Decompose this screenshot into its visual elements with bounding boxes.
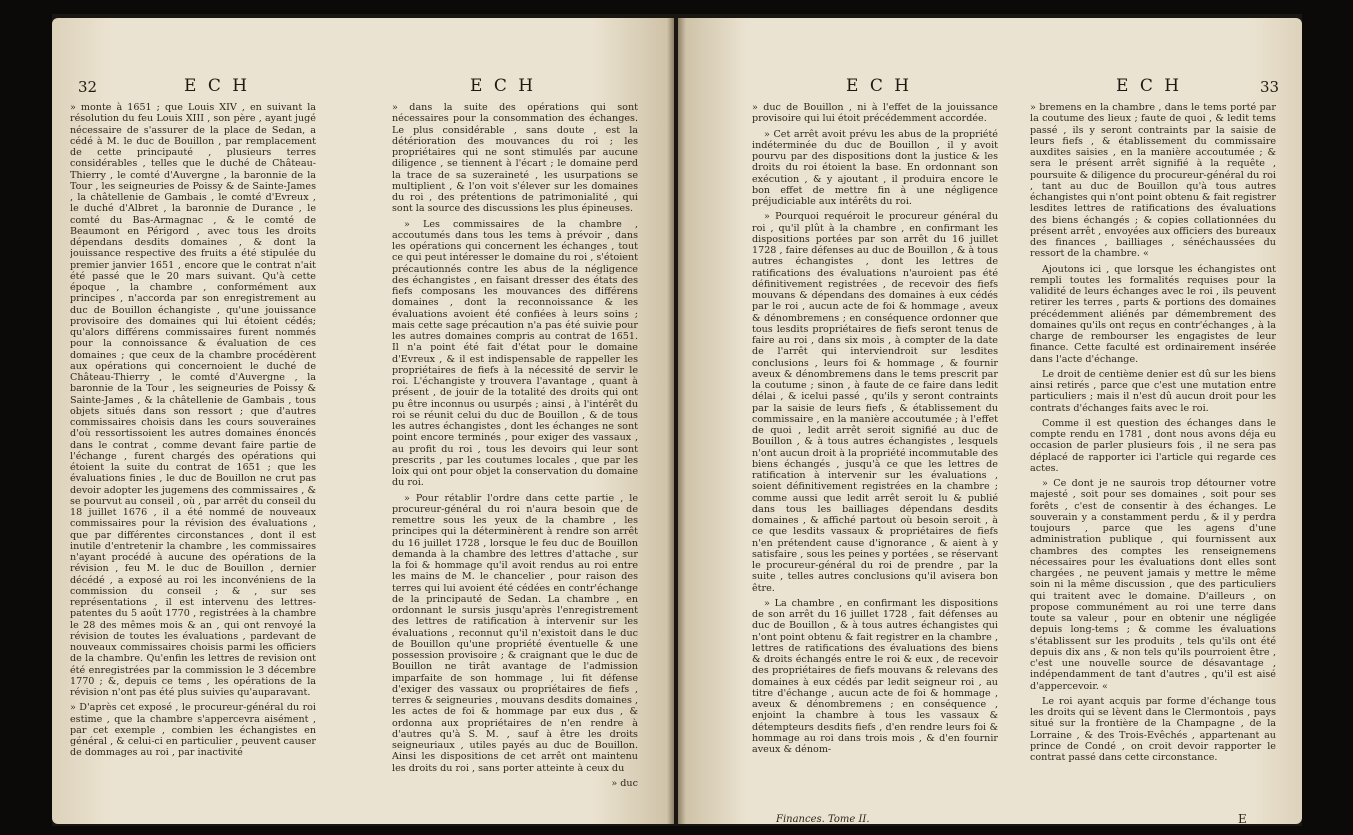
paragraph: » La chambre , en confirmant les dispositions de son arrêt du 16 juillet 1728 , fait défenses au duc de Bouillon , & à tous autres échangistes qui n'ont point obtenu & fait registrer en la chambre , lettres de ratifications des évaluations des biens & droits échangés entre le roi & eux , de recevoir des propriétaires de fiefs mouvans & relevans des domaines à eux cédés par ledit seigneur roi , au titre d'échange , aucun acte de foi & hommage , aveux & dénombremens ; en conséquence , enjoint la chambre à tous les vassaux & détempteurs desdits fiefs , d'en rendre leurs foi & hommage au roi dans trois mois , & d'en fournir aveux & dénom- — [752, 597, 998, 755]
paragraph: » Cet arrêt avoit prévu les abus de la propriété indéterminée du duc de Bouillon , il y avoit pourvu par des dispositions dont la justice & les droits du roi étoient la base. En ordonnant son exécution , & y ajoutant , il produira encore le bon effet de mettre fin à une négligence préjudiciable aux intérêts du roi. — [752, 128, 998, 207]
signature-mark: E — [1238, 812, 1247, 824]
footer-text: Finances. Tome II. — [776, 814, 870, 824]
paragraph: » D'après cet exposé , le procureur-général du roi estime , que la chambre s'appercevra aisément , par cet exemple , combien les échangistes en général , & celui-ci en particulier , peuvent causer de dommages au roi , par inactivité — [70, 702, 316, 759]
paragraph: Le droit de centième denier est dû sur les biens ainsi retirés , parce que c'est une mutation entre particuliers ; mais il n'est dû aucun droit pour les contrats d'échanges faits avec le roi. — [1030, 368, 1276, 414]
paragraph: Ajoutons ici , que lorsque les échangistes ont rempli toutes les formalités requises pour la validité de leurs échanges avec le roi , ils peuvent retirer les terres , parts & portions des domaines précédemment aliénés par démembrement des domaines qu'ils ont reçus en contr'échanges , à la charge de rembourser les engagistes de leur finance. Cette faculté est ordinairement insérée dans l'acte d'échange. — [1030, 263, 1276, 365]
text-column-2 — [1030, 102, 1276, 814]
running-head: E C H — [846, 76, 913, 96]
paragraph: » Les commissaires de la chambre , accoutumés dans tous les tems à prévoir , dans les opérations qui concernent les échanges , tout ce qui peut intéresser le domaine du roi , s'étoient précautionnés contre les abus de la négligence des échangistes , en faisant dresser des états des fiefs composans les mouvances des différens domaines , dont la reconnoissance & les évaluations avoient été confiées à leurs soins ; mais cette sage précaution n'a pas été suivie pour les autres domaines compris au contrat de 1651. Il n'a point été fait d'état pour le domaine d'Evreux , & il est indispensable de rappeller les propriétaires de fiefs à la nécessité de servir le roi. L'échangiste y trouvera l'avantage , quant à présent , de jouir de la totalité des droits qui ont pu être inconnus ou usurpés ; ainsi , à l'intérêt du roi se réunit celui du duc de Bouillon , & de tous les autres échangistes , dont les échanges ne sont point encore terminés , pour exiger des vassaux , au profit du roi , tous les devoirs qui leur sont prescrits , par les coutumes locales , que par les loix qui ont pour objet la conservation du domaine du roi. — [392, 218, 638, 489]
text-column-2 — [392, 102, 638, 824]
text-column-1 — [752, 102, 998, 814]
paragraph: » bremens en la chambre , dans le tems porté par la coutume des lieux ; faute de quoi , & ledit tems passé , ils y seront contraints par la saisie de leurs fiefs , & établissement du commissaire auxdites saisies , en la manière accoutumée ; & sera le présent arrêt signifié à la requête , poursuite & diligence du procureur-général du roi , tant au duc de Bouillon qu'à tous autres échangistes qui n'ont point obtenu & fait registrer lesdites lettres de ratifications des évaluations des biens échangés ; & copies collationnées du présent arrêt , envoyées aux officiers des bureaux des finances , bailliages , sénéchaussées du ressort de la chambre. « — [1030, 102, 1276, 260]
paragraph: » Pourquoi requéroit le procureur général du roi , qu'il plût à la chambre , en confirmant les dispositions portées par son arrêt du 16 juillet 1728 , faire défenses au duc de Bouillon , & à tous autres échangistes , dont les lettres de ratifications des évaluations n'auroient pas été définitivement registrées , de recevoir des fiefs mouvans & dépendans des domaines à eux cédés par le roi , aucun acte de foi & hommage , aveux & dénombremens ; en conséquence ordonner que tous lesdits propriétaires de fiefs seront tenus de faire au roi , dans six mois , à compter de la date de l'arrêt qui interviendroit sur lesdites conclusions , leurs foi & hommage , & fournir aveux & dénombremens dans le tems prescrit par la coutume ; sinon , à faute de ce faire dans ledit délai , & icelui passé , qu'ils y seront contraints par la saisie de leurs fiefs , & établissement du commissaire , en la manière accoutumée ; à l'effet de quoi , ledit arrêt seroit signifié au duc de Bouillon , & à tous autres échangistes , lesquels n'ont aucun droit à la propriété incommutable des biens échangés , jusqu'à ce que les lettres de ratification à intervenir sur les évaluations , soient définitivement registrées en la chambre ; comme aussi que ledit arrêt seroit lu & publié dans tous les bailliages dépendans desdits domaines , & affiché partout où besoin seroit , à ce que lesdits vassaux & propriétaires de fiefs n'en prétendent cause d'ignorance , & aient à y satisfaire , sous les peines y portées , se réservant le procureur-général du roi de prendre , par la suite , telles autres conclusions qu'il avisera bon être. — [752, 211, 998, 594]
paragraph: Comme il est question des échanges dans le compte rendu en 1781 , dont nous avons déja eu occasion de parler plusieurs fois , il ne sera pas déplacé de rapporter ici l'article qui regarde ces actes. — [1030, 417, 1276, 474]
paragraph: Le roi ayant acquis par forme d'échange tous les droits qui se lèvent dans le Clermontois , pays situé sur la frontière de la Champagne , de la Lorraine , & des Trois-Evêchés , appartenant au prince de Condé , on croit devoir rapporter le contrat passé dans cette circonstance. — [1030, 695, 1276, 763]
paragraph: » duc de Bouillon , ni à l'effet de la jouissance provisoire qui lui étoit précédemment accordée. — [752, 102, 998, 125]
running-head: E C H — [1116, 76, 1183, 96]
text-column-1 — [70, 102, 316, 822]
paragraph: » dans la suite des opérations qui sont nécessaires pour la consommation des échanges. Le plus considérable , sans doute , est la détérioration des mouvances du roi ; les propriétaires qui ne sont stimulés par aucune diligence , se tiennent à l'écart ; le domaine perd la trace de sa suzeraineté , les usurpations se multiplient , & l'on voit s'élever sur les domaines du roi , des prétentions de patrimonialité , qui sont la source des discussions les plus épineuses. — [392, 102, 638, 215]
left-page — [52, 18, 674, 824]
catchword: » duc — [611, 777, 638, 789]
paragraph: » Pour rétablir l'ordre dans cette partie , le procureur-général du roi n'aura besoin que de remettre sous les yeux de la chambre , les principes qui la déterminèrent à rendre son arrêt du 16 juillet 1728 , lorsque le feu duc de Bouillon demanda à la chambre des lettres d'attache , sur la foi & hommage qu'il avoit rendus au roi entre les mains de M. le chancelier , pour raison des terres qui lui avoient été cédées en contr'échange de la principauté de Sedan. La chambre , en ordonnant le sursis jusqu'après l'enregistrement des lettres de ratification à intervenir sur les évaluations , reconnut qu'il n'existoit dans le duc de Bouillon qu'une propriété éventuelle & une possession provisoire ; & craignant que le duc de Bouillon ne tirât avantage de l'admission imparfaite de son hommage , lui fit défense d'exiger des vassaux ou propriétaires de fiefs , terres & seigneuries , mouvans desdits domaines , les actes de foi & hommage par eux dus , & ordonna aux propriétaires de n'en rendre à d'autres qu'à S. M. , sauf à être les droits seigneuriaux , utiles payés au duc de Bouillon. Ainsi les dispositions de cet arrêt ont maintenu les droits du roi , sans porter atteinte à ceux du — [392, 492, 638, 774]
paragraph: » Ce dont je ne saurois trop détourner votre majesté , soit pour ses domaines , soit pour ses forêts , c'est de consentir à des échanges. Le souverain y a constamment perdu , & il y perdra toujours , parce que les agens d'une administration publique , qui fournissent aux chambres des comptes les renseignemens nécessaires pour les évaluations dont elles sont chargées , ne peuvent jamais y mettre le même soin ni la même discussion , que des particuliers qui traitent avec le domaine. D'ailleurs , on propose communément au roi une terre dans toute sa valeur , pour en obtenir une négligée depuis long-tems ; & comme les évaluations s'établissent sur les produits , tels qu'ils ont été depuis dix ans , & non tels qu'ils pourroient être , c'est une nouvelle source de désavantage , indépendamment de tant d'autres , qu'il est aisé d'appercevoir. « — [1030, 478, 1276, 692]
running-head: E C H — [470, 76, 537, 96]
paragraph: » monte à 1651 ; que Louis XIV , en suivant la résolution du feu Louis XIII , son père , ayant jugé nécessaire de s'assurer de la place de Sedan, a cédé à M. le duc de Bouillon , par remplacement de cette principauté , plusieurs terres considérables , telles que le duché de Château-Thierry , le comté d'Auvergne , la baronnie de la Tour , les seigneuries de Poissy & de Sainte-James , la châtellenie de Gambais , le comté d'Evreux , le duché d'Albret , la baronnie de Durance , le comté du Bas-Armagnac , & le comté de Beaumont en Périgord , avec tous les droits dépendans desdits domaines , & dont la jouissance respective des fruits a été stipulée du premier janvier 1651 , encore que le contrat n'ait été passé que le 20 mars suivant. Qu'à cette époque , la chambre , conformément aux principes , n'accorda par son enregistrement au duc de Bouillon échangiste , qu'une jouissance provisoire des domaines qui lui étoient cédés; qu'alors différens commissaires furent nommés pour la connoissance & évaluation de ces domaines ; que ceux de la chambre procédèrent aux opérations qui concernoient le duché de Château-Thierry , le comté d'Auvergne , la baronnie de la Tour , les seigneuries de Poissy & Sainte-James , & la châtellenie de Gambais , tous objets situés dans son ressort ; que d'autres commissaires choisis dans les cours souveraines d'où ressortissoient les autres domaines énoncés dans le contrat , comme devant faire partie de l'échange , furent chargés des opérations qui étoient la suite du contrat de 1651 ; que les évaluations finies , le duc de Bouillon ne crut pas devoir adopter les jugemens des commissaires , & se pourvut au conseil , où , par arrêt du conseil du 18 juillet 1676 , il a été nommé de nouveaux commissaires pour la révision des évaluations , que par différentes circonstances , dont il est inutile d'entretenir la chambre , les commissaires n'ayant procédé à aucune des opérations de la révision , feu M. le duc de Bouillon , dernier décédé , a exposé au roi les inconvéniens de la commission du conseil ; & , sur ses représentations , il est intervenu des lettres-patentes du 5 août 1770 , registrées à la chambre le 28 des mêmes mois & an , qui ont renvoyé la révision de toutes les évaluations , pardevant de nouveaux commissaires choisis parmi les officiers de la chambre. Qu'enfin les lettres de revision ont été enregistrées par la commission le 3 décembre 1770 ; &, depuis ce tems , les opérations de la révision n'ont pas été plus suivies qu'auparavant. — [70, 102, 316, 698]
right-page — [678, 18, 1302, 824]
page-number: 33 — [1260, 78, 1280, 96]
running-head: E C H — [184, 76, 251, 96]
book-spread — [52, 14, 1302, 826]
page-number: 32 — [78, 78, 98, 96]
